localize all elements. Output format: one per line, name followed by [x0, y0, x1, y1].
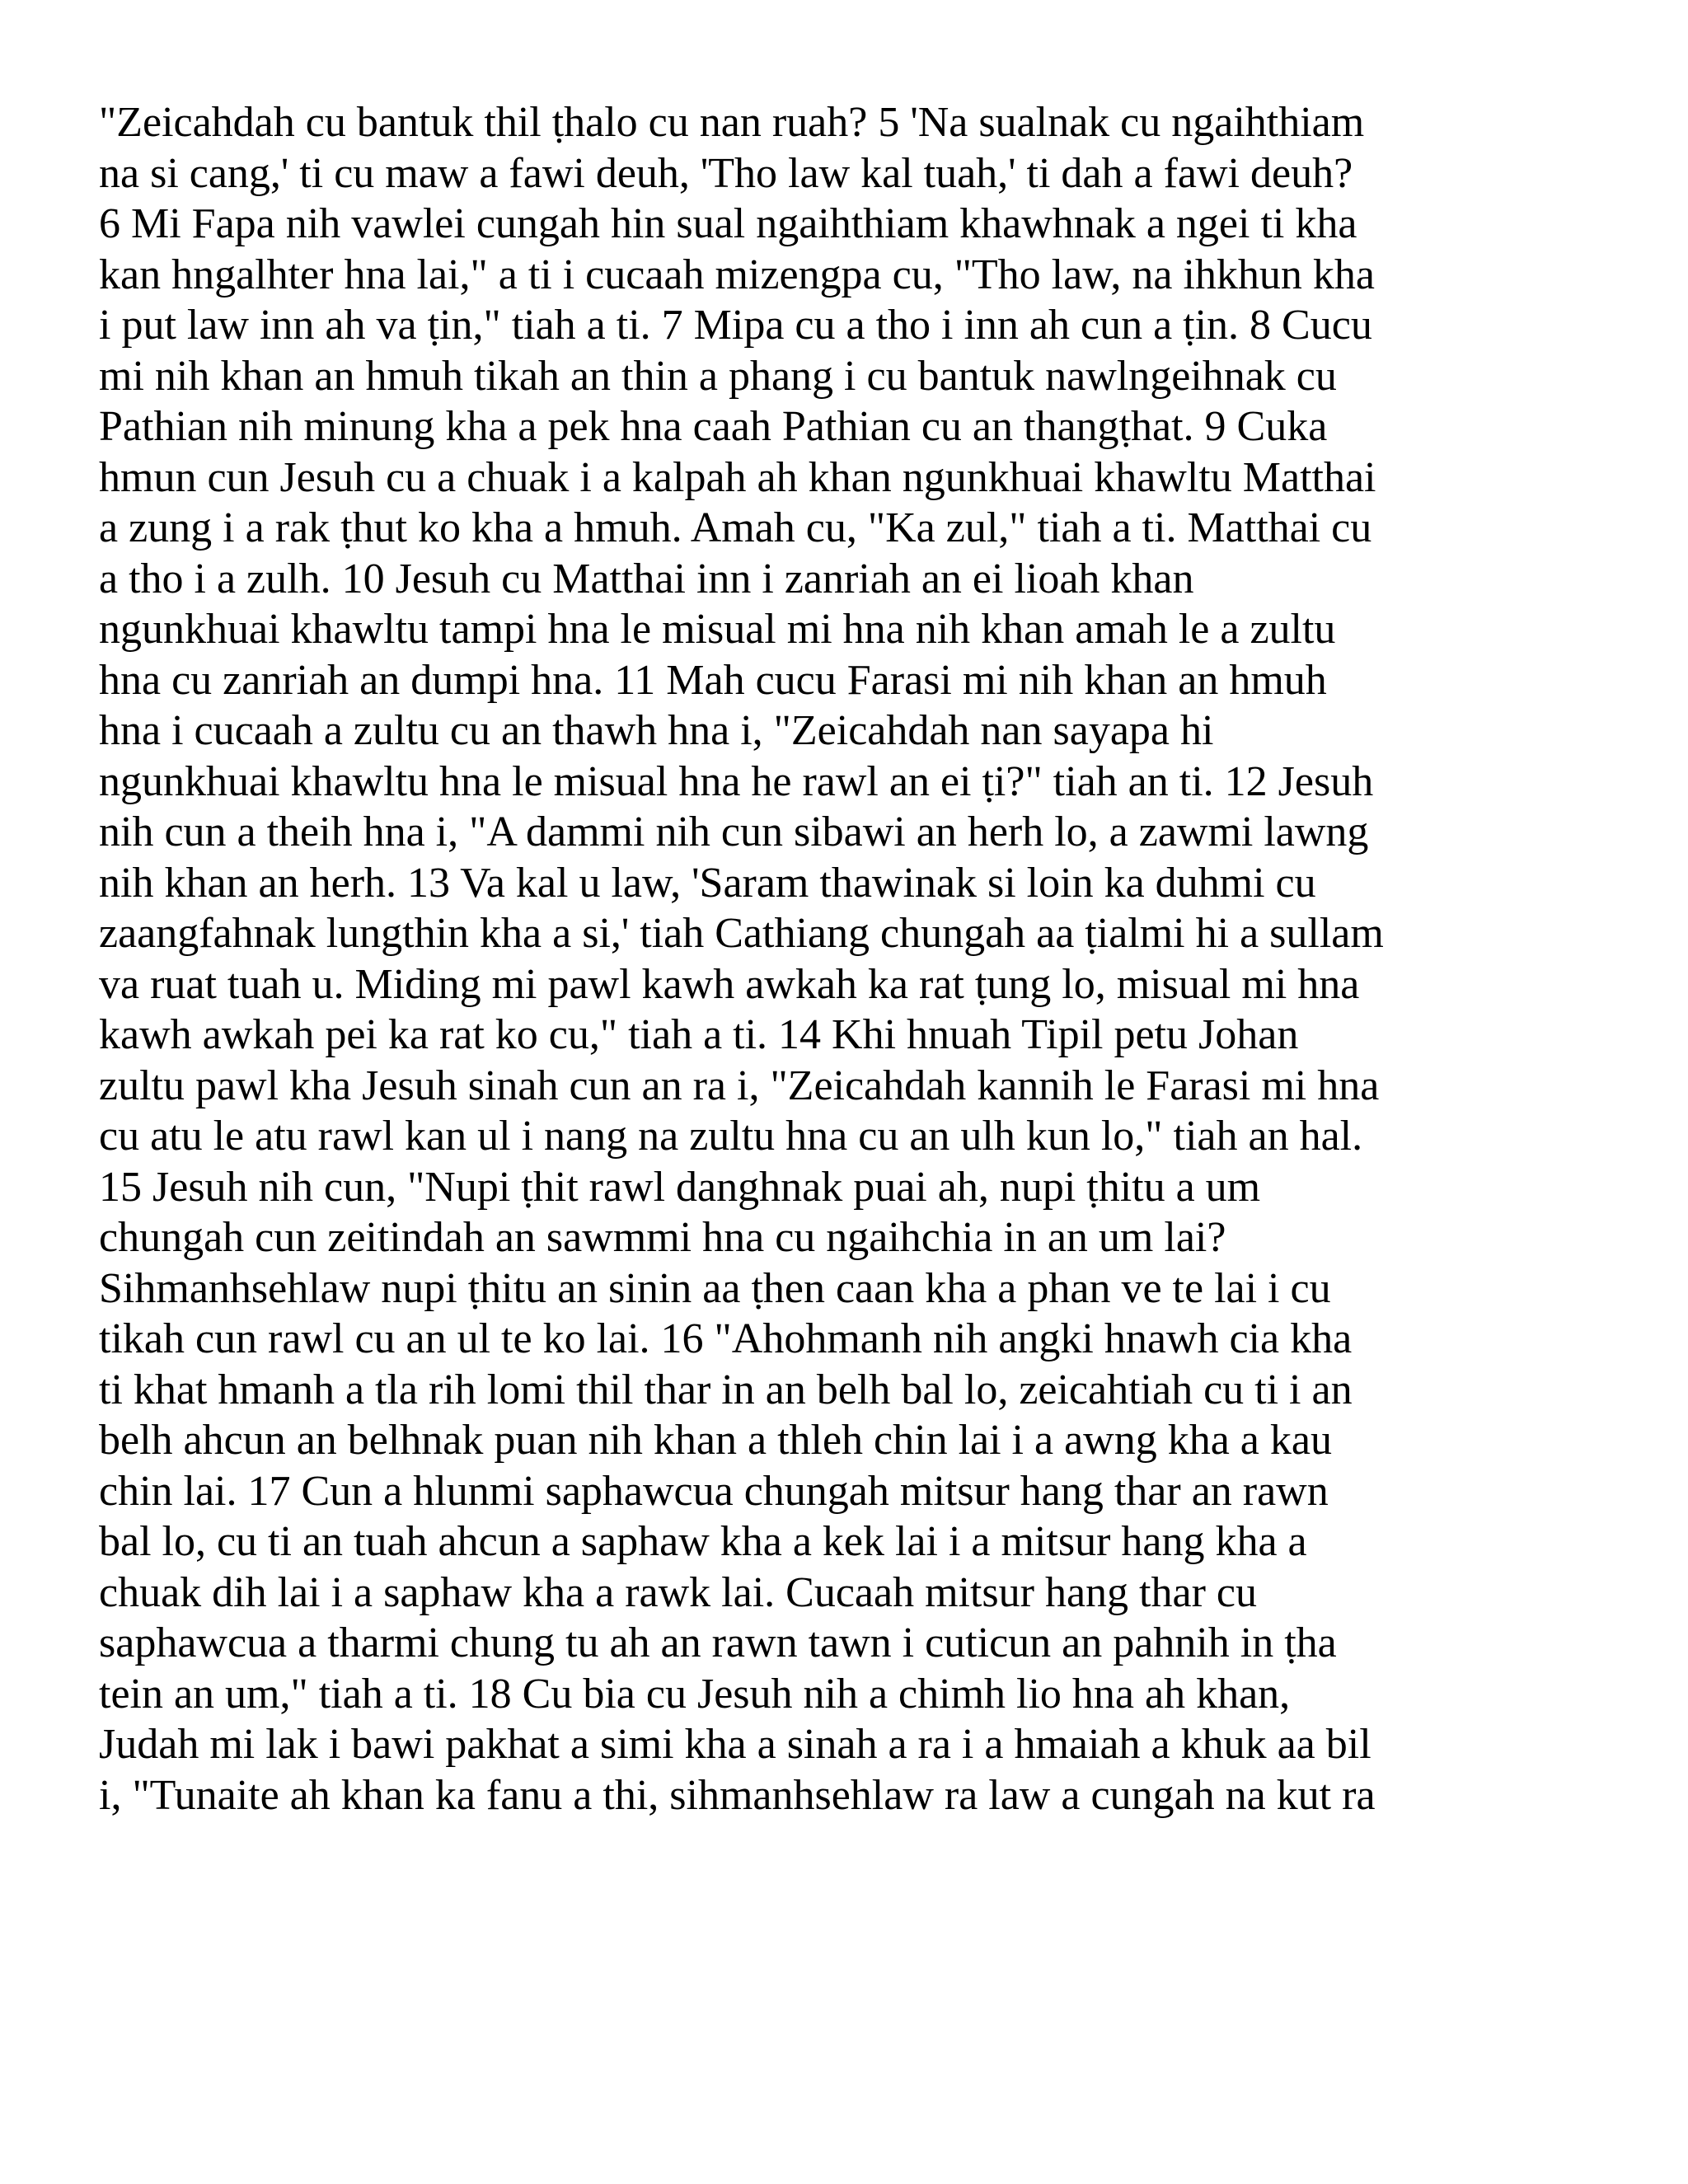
text-line: nih cun a theih hna i, "A dammi nih cun sibawi an herh lo, a zawmi lawng — [99, 808, 1369, 855]
text-line: zultu pawl kha Jesuh sinah cun an ra i, "Zeicahdah kannih le Farasi mi hna — [99, 1062, 1380, 1109]
text-line: saphawcua a tharmi chung tu ah an rawn tawn i cuticun an pahnih in ṭha — [99, 1619, 1337, 1666]
text-line: a tho i a zulh. 10 Jesuh cu Matthai inn i zanriah an ei lioah khan — [99, 555, 1194, 602]
text-line: tikah cun rawl cu an ul te ko lai. 16 "Ahohmanh nih angki hnawh cia kha — [99, 1315, 1353, 1362]
text-line: ti khat hmanh a tla rih lomi thil thar in an belh bal lo, zeicahtiah cu ti i an — [99, 1366, 1353, 1413]
text-line: ngunkhuai khawltu hna le misual hna he rawl an ei ṭi?" tiah an ti. 12 Jesuh — [99, 757, 1374, 805]
text-line: tein an um," tiah a ti. 18 Cu bia cu Jesuh nih a chimh lio hna ah khan, — [99, 1670, 1291, 1718]
text-line: na si cang,' ti cu maw a fawi deuh, 'Tho law kal tuah,' ti dah a fawi deuh? — [99, 149, 1353, 197]
text-line: 6 Mi Fapa nih vawlei cungah hin sual ngaihthiam khawhnak a ngei ti kha — [99, 200, 1357, 247]
text-line: "Zeicahdah cu bantuk thil ṭhalo cu nan ruah? 5 'Na sualnak cu ngaihthiam — [99, 99, 1365, 146]
text-line: hna cu zanriah an dumpi hna. 11 Mah cucu Farasi mi nih khan an hmuh — [99, 656, 1327, 704]
text-line: chuak dih lai i a saphaw kha a rawk lai. Cucaah mitsur hang thar cu — [99, 1568, 1257, 1616]
text-line: a zung i a rak ṭhut ko kha a hmuh. Amah cu, "Ka zul," tiah a ti. Matthai cu — [99, 504, 1372, 551]
text-line: kan hngalhter hna lai," a ti i cucaah mizengpa cu, "Tho law, na ihkhun kha — [99, 251, 1375, 298]
text-line: 15 Jesuh nih cun, "Nupi ṭhit rawl danghnak puai ah, nupi ṭhitu a um — [99, 1163, 1261, 1211]
text-line: i, "Tunaite ah khan ka fanu a thi, sihmanhsehlaw ra law a cungah na kut ra — [99, 1771, 1376, 1819]
text-line: i put law inn ah va ṭin," tiah a ti. 7 Mipa cu a tho i inn ah cun a ṭin. 8 Cucu — [99, 302, 1372, 349]
text-line: Pathian nih minung kha a pek hna caah Pathian cu an thangṭhat. 9 Cuka — [99, 403, 1328, 450]
text-line: va ruat tuah u. Miding mi pawl kawh awkah ka rat ṭung lo, misual mi hna — [99, 960, 1360, 1008]
text-line: zaangfahnak lungthin kha a si,' tiah Cathiang chungah aa ṭialmi hi a sullam — [99, 910, 1384, 957]
text-line: Judah mi lak i bawi pakhat a simi kha a sinah a ra i a hmaiah a khuk aa bil — [99, 1721, 1372, 1768]
body-text — [99, 97, 1607, 1821]
text-line: ngunkhuai khawltu tampi hna le misual mi hna nih khan amah le a zultu — [99, 606, 1336, 653]
text-line: hmun cun Jesuh cu a chuak i a kalpah ah khan ngunkhuai khawltu Matthai — [99, 453, 1376, 501]
text-line: belh ahcun an belhnak puan nih khan a thleh chin lai i a awng kha a kau — [99, 1417, 1332, 1464]
text-line: Sihmanhsehlaw nupi ṭhitu an sinin aa ṭhen caan kha a phan ve te lai i cu — [99, 1264, 1331, 1312]
text-line: chin lai. 17 Cun a hlunmi saphawcua chungah mitsur hang thar an rawn — [99, 1467, 1329, 1515]
text-line: chungah cun zeitindah an sawmmi hna cu ngaihchia in an um lai? — [99, 1214, 1226, 1261]
text-line: kawh awkah pei ka rat ko cu," tiah a ti. 14 Khi hnuah Tipil petu Johan — [99, 1011, 1299, 1058]
text-line: hna i cucaah a zultu cu an thawh hna i, "Zeicahdah nan sayapa hi — [99, 707, 1214, 754]
text-line: bal lo, cu ti an tuah ahcun a saphaw kha a kek lai i a mitsur hang kha a — [99, 1518, 1307, 1565]
text-line: mi nih khan an hmuh tikah an thin a phang i cu bantuk nawlngeihnak cu — [99, 352, 1337, 400]
text-line: cu atu le atu rawl kan ul i nang na zultu hna cu an ulh kun lo," tiah an hal. — [99, 1113, 1363, 1160]
text-line: nih khan an herh. 13 Va kal u law, 'Saram thawinak si loin ka duhmi cu — [99, 859, 1316, 907]
